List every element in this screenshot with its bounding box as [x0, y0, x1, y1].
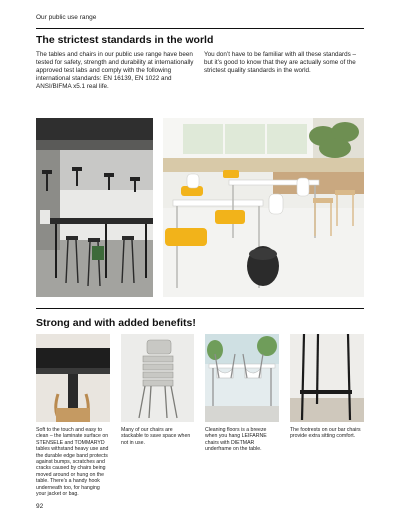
photo-bar-chair-footrest	[290, 334, 364, 422]
caption-stackable-chairs: Many of our chairs are stackable to save space when not in use.	[121, 427, 191, 446]
intro-text-left: The tables and chairs in our public use range have been tested for safety, strength and durability at internationally approved test labs and comply with the following international standards: EN 16139, EN 1022 and ANSI/BIFMA x5.1 real life.	[36, 51, 194, 91]
intro-text-right: You don’t have to be familiar with all these standards – but it’s good to know that they are actually some of the strictest quality standards in the world.	[204, 51, 357, 75]
section-divider-benefits	[36, 308, 364, 309]
caption-hang-chairs: Cleaning floors is a breeze when you hang LEIFARNE chairs with DIETMAR underframe on the table.	[205, 427, 267, 453]
photo-bright-cafeteria	[163, 118, 364, 297]
photo-stacked-chairs	[121, 334, 194, 422]
caption-table-laminate: Soft to the touch and easy to clean – the laminate surface on STENSELE and TOMMARYD tables withstand heavy use and the durable edge band protects against bumps, scratches and cracks caused by chairs being moved around or hung on the table. There’s a handy hook underneath too, for hanging your jacket or bag.	[36, 427, 109, 498]
photo-industrial-cafe	[36, 118, 153, 297]
breadcrumb: Our public use range	[36, 14, 97, 21]
page-number: 92	[36, 503, 44, 510]
section-title-standards: The strictest standards in the world	[36, 34, 214, 46]
section-divider-top	[36, 28, 364, 29]
photo-table-hook	[36, 334, 110, 422]
photo-chairs-hung-on-table	[205, 334, 279, 422]
caption-bar-footrest: The footrests on our bar chairs provide extra sitting comfort.	[290, 427, 361, 440]
section-title-benefits: Strong and with added benefits!	[36, 317, 196, 329]
